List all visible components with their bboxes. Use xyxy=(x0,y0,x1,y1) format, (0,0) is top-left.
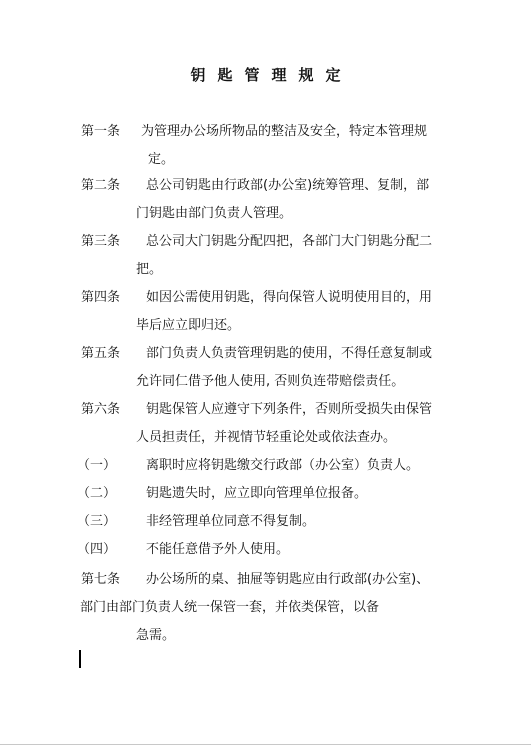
article-item-label: （一） xyxy=(76,458,116,473)
article-text-line: 钥匙保管人应遵守下列条件，否则所受损失由保管 xyxy=(146,402,433,417)
article-text-line: 毕后应立即归还。 xyxy=(136,318,241,333)
article-item-label: （三） xyxy=(76,514,116,529)
article-text-line: 离职时应将钥匙缴交行政部（办公室）负责人。 xyxy=(146,458,420,473)
article-text-line: 部门由部门负责人统一保管一套，并依类保管，以备 xyxy=(80,600,380,615)
article-label: 第一条 xyxy=(80,124,120,139)
page-bottom-edge xyxy=(0,744,531,745)
article-item-label: （四） xyxy=(76,542,116,557)
article-text-line: 部门负责人负责管理钥匙的使用，不得任意复制或 xyxy=(146,346,433,361)
article-text-line: 总公司大门钥匙分配四把，各部门大门钥匙分配二 xyxy=(146,234,433,249)
article-text-line: 如因公需使用钥匙，得向保管人说明使用目的，用 xyxy=(146,290,433,305)
article-label: 第四条 xyxy=(80,290,120,305)
article-text-line: 为管理办公场所物品的整洁及安全，特定本管理规 xyxy=(141,124,428,139)
article-text-line: 总公司钥匙由行政部(办公室)统筹管理、复制，部 xyxy=(146,178,430,193)
article-text-line: 急需。 xyxy=(136,628,176,643)
article-label: 第二条 xyxy=(80,178,120,193)
article-text-line: 办公场所的桌、抽屉等钥匙应由行政部(办公室)、 xyxy=(146,572,430,587)
article-item-label: （二） xyxy=(76,486,116,501)
article-text-line: 把。 xyxy=(136,262,163,277)
article-label: 第六条 xyxy=(80,402,120,417)
article-text-line: 定。 xyxy=(148,152,175,167)
article-text-line: 允许同仁借予他人使用, 否则负连带赔偿责任。 xyxy=(136,374,405,389)
document-title: 钥匙管理规定 xyxy=(190,66,353,84)
article-text-line: 门钥匙由部门负责人管理。 xyxy=(136,206,293,221)
article-text-line: 钥匙遗失时，应立即向管理单位报备。 xyxy=(146,486,368,501)
article-text-line: 不能任意借予外人使用。 xyxy=(146,542,290,557)
article-text-line: 人员担责任，并视情节轻重论处或依法查办。 xyxy=(136,430,397,445)
article-label: 第五条 xyxy=(80,346,120,361)
text-cursor[interactable] xyxy=(79,650,81,668)
article-label: 第三条 xyxy=(80,234,120,249)
article-text-line: 非经管理单位同意不得复制。 xyxy=(146,514,316,529)
article-label: 第七条 xyxy=(80,572,120,587)
